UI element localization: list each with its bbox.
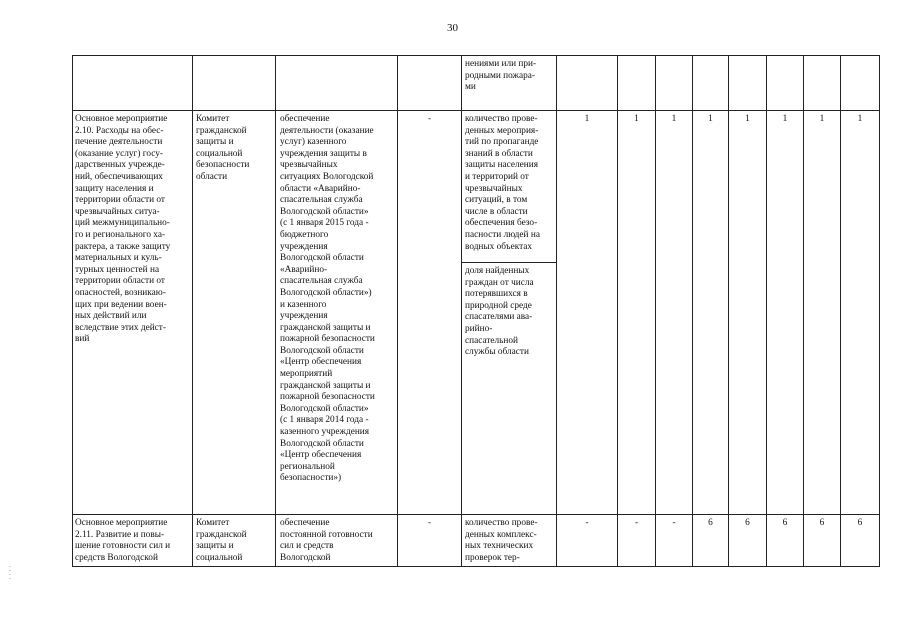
table-bottom-border	[72, 566, 880, 567]
indicator-cell: количество прове- денных мероприя- тий по пропаганде знаний в области защиты населения и территорий от чрезвычайных ситуаций, в том числе в области обеспечения безо- пасности людей на водных объектах	[465, 114, 540, 252]
value-cell: 6	[782, 518, 788, 528]
column-border	[692, 55, 693, 567]
activity-cell: Основное мероприятие 2.11. Развитие и повы- шение готовности сил и средств Вологодской	[75, 518, 171, 563]
column-border	[766, 55, 767, 567]
value-cell: 6	[857, 518, 863, 528]
page-number: 30	[447, 22, 458, 34]
value-cell: 6	[819, 518, 825, 528]
value-cell: -	[634, 518, 639, 528]
column-border	[72, 55, 73, 567]
description-cell: обеспечение постоянной готовности сил и средств Вологодской	[280, 518, 373, 563]
description-cell: обеспечение деятельности (оказание услуг) казенного учреждения защиты в чрезвычайных ситуациях Вологодской области «Аварийно- спасательная служба Вологодской области» (с 1 января 2015 года - бюджетного учреждения Вологодской области «Аварийно- спасательная служба Вологодской области») и казенного учреждения гражданской защиты и пожарной безопасности Вологодской области «Центр обеспечения мероприятий гражданской защиты и пожарной безопасности Вологодской области» (с 1 января 2014 года - казенного учреждения Вологодской области «Центр обеспечения региональной безопасности»)	[280, 114, 375, 484]
value-cell: 1	[708, 114, 713, 124]
indicator-divider	[462, 262, 556, 263]
column-border	[275, 55, 276, 567]
value-cell: -	[585, 518, 589, 528]
table-top-border	[72, 55, 880, 56]
value-cell: 6	[708, 518, 713, 528]
column-border	[192, 55, 193, 567]
column-border	[879, 55, 880, 567]
value-cell: 1	[857, 114, 863, 124]
column-border	[803, 55, 804, 567]
value-cell: 1	[634, 114, 639, 124]
column-border	[655, 55, 656, 567]
indicator-cell: доля найденных граждан от числа потерявшихся в природной среде спасателями ава- рийно- спасательной службы области	[465, 266, 534, 358]
value-cell: -	[672, 518, 676, 528]
activity-cell: Основное мероприятие 2.10. Расходы на обес- печение деятельности (оказание услуг) госу- дарственных учрежде- ний, обеспечивающих защиту населения и территории области от чрезвычайных ситуа- ций межмуниципально- го и регионального ха- рактера, а также защиту материальных и куль- турных ценностей на территории области от опасностей, возникаю- щих при ведении воен- ных действий или вследствие этих дейст- вий	[75, 114, 171, 345]
indicator-cell: количество прове- денных комплекс- ных технических проверок тер-	[465, 518, 538, 563]
margin-scan-mark: - - - -	[9, 565, 11, 582]
executor-cell: Комитет гражданской защиты и социальной безопасности области	[196, 114, 250, 182]
value-cell: 1	[819, 114, 825, 124]
value-cell: 1	[745, 114, 750, 124]
row-divider	[72, 514, 880, 515]
column-border	[728, 55, 729, 567]
column-border	[840, 55, 841, 567]
continued-indicator-text: нениями или при- родными пожара- ми	[465, 59, 537, 93]
column-border	[461, 55, 462, 567]
executor-cell: Комитет гражданской защиты и социальной	[196, 518, 247, 563]
column-border	[617, 55, 618, 567]
row-divider	[72, 110, 880, 111]
value-cell: 1	[782, 114, 788, 124]
link-cell: -	[427, 518, 432, 528]
column-border	[397, 55, 398, 567]
value-cell: 1	[584, 114, 590, 124]
value-cell: 1	[671, 114, 677, 124]
column-border	[556, 55, 557, 567]
value-cell: 6	[745, 518, 750, 528]
link-cell: -	[427, 114, 432, 124]
